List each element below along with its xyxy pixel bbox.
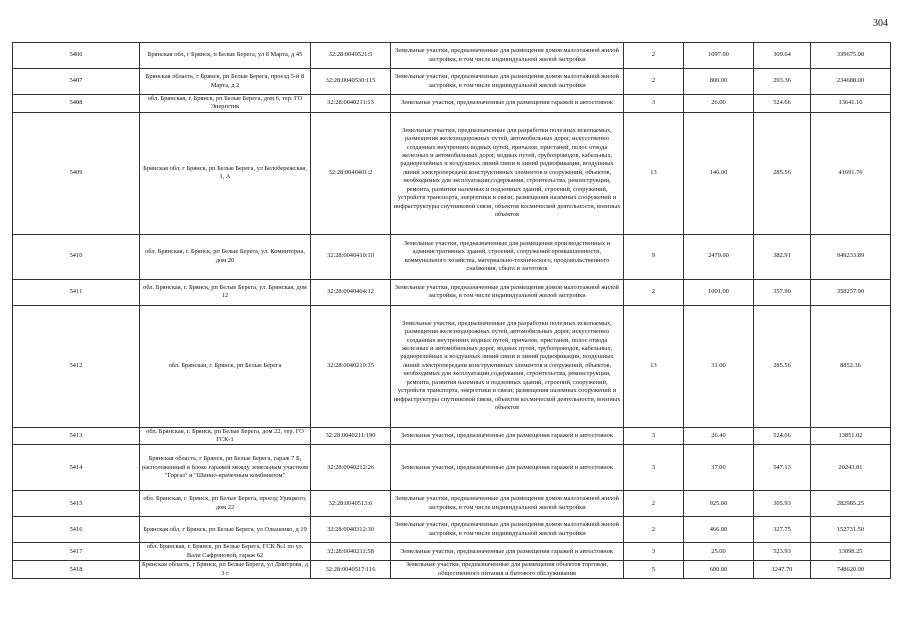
cell-area: 2479.00 <box>684 234 754 279</box>
cell-cadastral-number: 32:28:0040530:115 <box>311 69 391 95</box>
page-number: 304 <box>873 18 888 29</box>
cell-land-use: Земельные участки, предназначенные для размещения домов малоэтажной жилой застройки, в том числе индивидуальной жилой застройки <box>391 279 624 305</box>
cell-land-use: Земельные участки, предназначенные для размещения домов малоэтажной жилой застройки, в том числе индивидуальной жилой застройки <box>391 517 624 543</box>
table-row <box>13 517 891 543</box>
cell-category-code: 3 <box>624 427 684 445</box>
cell-rate: 285.56 <box>754 305 811 427</box>
cell-id: 5415 <box>13 491 140 517</box>
cell-id: 5412 <box>13 305 140 427</box>
cell-cadastral-value: 13098.25 <box>811 543 891 561</box>
cell-land-use: Земельные участки, предназначенные для размещения гаражей и автостоянок <box>391 543 624 561</box>
cell-category-code: 13 <box>624 112 684 234</box>
cell-address: обл. Брянская, г. Брянск, рп Белые Берега, ул. Коминтерна, дом 20 <box>140 234 311 279</box>
cell-cadastral-value: 41691.76 <box>811 112 891 234</box>
cell-area: 600.00 <box>684 561 754 579</box>
cell-id: 5408 <box>13 95 140 113</box>
cell-land-use: Земельные участки, предназначенные для разработки полезных ископаемых, размещения железнодорожных путей, автомобильных дорог, искусственно созданных внутренних водных путей, причалов, пристаней, полос отвода железных и автомобильных дорог, водных путей, трубопроводов, кабельных, радиорелейных и воздушных линий связи и линий радиофикации, воздушных линий электропередачи конструктивных элементов и сооружений, объектов, необходимых для эксплуатации,содержания, строительства, реконструкции, ремонта, развития наземных и подземных зданий, строений, сооружений, устройств транспорта, энергетики и связи; размещения наземных сооружений и инфраструктуры спутниковой связи, объектов космической деятельности, военных объектов <box>391 305 624 427</box>
cell-land-use: Земельные участки, предназначенные для размещения производственных и административных зданий, строений, сооружений промышленности, коммунального хозяйства, материально-технического, продовольственного снабжения, сбыта и заготовок <box>391 234 624 279</box>
cell-category-code: 2 <box>624 69 684 95</box>
cell-id: 5406 <box>13 43 140 69</box>
table-row <box>13 543 891 561</box>
cell-land-use: Земельные участки, предназначенные для размещения гаражей и автостоянок <box>391 427 624 445</box>
cell-cadastral-number: 32:28:0040211:190 <box>311 427 391 445</box>
cell-id: 5409 <box>13 112 140 234</box>
cell-cadastral-value: 8852.36 <box>811 305 891 427</box>
cell-address: Брянская область, г Брянск, рп Белые Берега, проезд 5-й 8 Марта, д 2 <box>140 69 311 95</box>
cell-address: Брянская обл, г Брянск, рп Белые Берега, ул Ольшенко, д 19 <box>140 517 311 543</box>
cell-cadastral-value: 748620.00 <box>811 561 891 579</box>
cell-id: 5410 <box>13 234 140 279</box>
table-row <box>13 561 891 579</box>
cell-rate: 357.90 <box>754 279 811 305</box>
cell-area: 1001.00 <box>684 279 754 305</box>
cell-address: обл. Брянская, г. Брянск, рп Белые Берега, дом 6, тер. ГО Энергетик <box>140 95 311 113</box>
cell-address: обл. Брянская, г. Брянск, рп Белые Берега, ул. Брянская, дом 12 <box>140 279 311 305</box>
cell-land-use: Земельные участки, предназначенные для разработки полезных ископаемых, размещения железнодорожных путей, автомобильных дорог, искусственно созданных внутренних водных путей, причалов, пристаней, полос отвода железных и автомобильных дорог, водных путей, трубопроводов, кабельных, радиорелейных и воздушных линий связи и линий радиофикации, воздушных линий электропередачи конструктивных элементов и сооружений, объектов, необходимых для эксплуатации,содержания, строительства, реконструкции, ремонта, развития наземных и подземных зданий, строений, сооружений, устройств транспорта, энергетики и связи; размещения наземных сооружений и инфраструктуры спутниковой связи, объектов космической деятельности, военных объектов <box>391 112 624 234</box>
cell-cadastral-number: 32:28:0040212:26 <box>311 445 391 491</box>
cell-area: 1097.00 <box>684 43 754 69</box>
cell-land-use: Земельные участки, предназначенные для размещения гаражей и автостоянок <box>391 445 624 491</box>
cell-category-code: 3 <box>624 445 684 491</box>
cell-cadastral-value: 13641.16 <box>811 95 891 113</box>
cell-cadastral-value: 339675.08 <box>811 43 891 69</box>
cell-category-code: 3 <box>624 95 684 113</box>
cell-id: 5416 <box>13 517 140 543</box>
cell-cadastral-value: 20243.81 <box>811 445 891 491</box>
cell-land-use: Земельные участки, предназначенные для размещения домов малоэтажной жилой застройки, в том числе индивидуальной жилой застройки <box>391 491 624 517</box>
cell-rate: 524.66 <box>754 427 811 445</box>
cell-cadastral-value: 358257.90 <box>811 279 891 305</box>
cell-id: 5407 <box>13 69 140 95</box>
cell-rate: 293.36 <box>754 69 811 95</box>
cell-area: 800.00 <box>684 69 754 95</box>
table-row <box>13 279 891 305</box>
cell-category-code: 2 <box>624 43 684 69</box>
cell-cadastral-value: 949233.89 <box>811 234 891 279</box>
cell-id: 5414 <box>13 445 140 491</box>
cell-land-use: Земельные участки, предназначенные для размещения объектов торговли, общественного питания и бытового обслуживания <box>391 561 624 579</box>
cell-address: обл. Брянская, г. Брянск, рп Белые Берега <box>140 305 311 427</box>
cell-cadastral-number: 32:28:0040517:116 <box>311 561 391 579</box>
cell-category-code: 2 <box>624 491 684 517</box>
cell-id: 5418 <box>13 561 140 579</box>
table-row <box>13 427 891 445</box>
cell-rate: 309.64 <box>754 43 811 69</box>
cell-rate: 285.56 <box>754 112 811 234</box>
cell-cadastral-number: 32:28:0040513:6 <box>311 491 391 517</box>
table-row <box>13 112 891 234</box>
cell-address: обл. Брянская, г. Брянск, рп Белые Берега, ГСК №1 по ул. Вали Сафроновой, гараж 62 <box>140 543 311 561</box>
cell-category-code: 2 <box>624 279 684 305</box>
cell-area: 26.00 <box>684 95 754 113</box>
cell-address: Брянская область, г Брянск, рп Белые Берега, ул Дмитрова, д 3 г <box>140 561 311 579</box>
cell-category-code: 2 <box>624 517 684 543</box>
cell-cadastral-value: 282985.25 <box>811 491 891 517</box>
cell-rate: 382.91 <box>754 234 811 279</box>
cell-area: 466.00 <box>684 517 754 543</box>
cell-cadastral-number: 32:28:0040211:13 <box>311 95 391 113</box>
cell-address: обл. Брянская, г. Брянск, рп Белые Берега, дом 22, тер. ГО ГСК-1 <box>140 427 311 445</box>
cell-rate: 524.66 <box>754 95 811 113</box>
cell-cadastral-value: 234688.00 <box>811 69 891 95</box>
cell-rate: 327.75 <box>754 517 811 543</box>
cell-address: Брянская обл, г Брянск, п Белые Берега, ул 8 Марта, д 45 <box>140 43 311 69</box>
cell-category-code: 5 <box>624 561 684 579</box>
cell-rate: 1247.70 <box>754 561 811 579</box>
cell-category-code: 13 <box>624 305 684 427</box>
cell-id: 5413 <box>13 427 140 445</box>
land-registry-table <box>12 42 891 579</box>
cell-area: 26.40 <box>684 427 754 445</box>
cell-cadastral-number: 32:28:0040404:12 <box>311 279 391 305</box>
cell-address: Брянская область, г Брянск, рп Белые Берега, гараж 7 Б, расположенный в блоке гаражей между земельным участком "Горгаз" и "Шинно-врачечным комбинатом" <box>140 445 311 491</box>
cell-area: 146.00 <box>684 112 754 234</box>
cell-category-code: 3 <box>624 543 684 561</box>
cell-rate: 523.93 <box>754 543 811 561</box>
cell-rate: 305.93 <box>754 491 811 517</box>
cell-category-code: 9 <box>624 234 684 279</box>
cell-cadastral-number: 32:28:0040312:30 <box>311 517 391 543</box>
table-row <box>13 445 891 491</box>
cell-land-use: Земельные участки, предназначенные для размещения гаражей и автостоянок <box>391 95 624 113</box>
cell-cadastral-value: 152731.50 <box>811 517 891 543</box>
cell-land-use: Земельные участки, предназначенные для размещения домов малоэтажной жилой застройки, в том числе индивидуальной жилой застройки <box>391 69 624 95</box>
table-row <box>13 69 891 95</box>
table-row <box>13 305 891 427</box>
table-row <box>13 234 891 279</box>
cell-cadastral-number: 32:28:0040211:58 <box>311 543 391 561</box>
table-row <box>13 43 891 69</box>
cell-cadastral-number: 32:28:0040410:10 <box>311 234 391 279</box>
cell-cadastral-number: 32:28:0040210:15 <box>311 305 391 427</box>
cell-id: 5417 <box>13 543 140 561</box>
table-row <box>13 95 891 113</box>
cell-cadastral-number: 32:28:0040521:5 <box>311 43 391 69</box>
registry-body <box>13 43 891 579</box>
cell-cadastral-number: 32:28:0040401:2 <box>311 112 391 234</box>
cell-area: 25.00 <box>684 543 754 561</box>
cell-area: 925.00 <box>684 491 754 517</box>
cell-area: 31.00 <box>684 305 754 427</box>
cell-address: Брянская обл, г Брянск, рп Белые Берега, ул Белобережская, 1, А <box>140 112 311 234</box>
cell-land-use: Земельные участки, предназначенные для размещения домов малоэтажной жилой застройки, в том числе индивидуальной жилой застройки <box>391 43 624 69</box>
cell-id: 5411 <box>13 279 140 305</box>
cell-cadastral-value: 13851.02 <box>811 427 891 445</box>
table-row <box>13 491 891 517</box>
cell-area: 37.00 <box>684 445 754 491</box>
cell-address: обл. Брянская, г. Брянск, рп Белые Берега, проезд Урицкого, дом 22 <box>140 491 311 517</box>
cell-rate: 547.13 <box>754 445 811 491</box>
